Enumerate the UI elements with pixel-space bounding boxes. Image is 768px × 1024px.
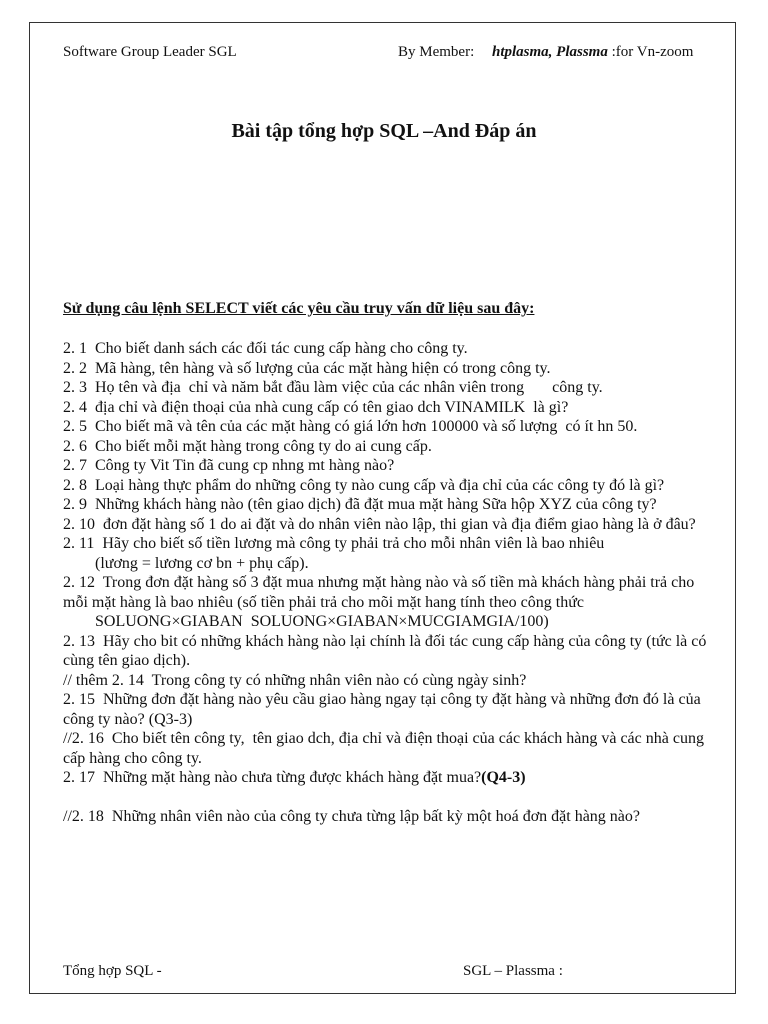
question-number: 2. 4 (63, 398, 87, 416)
question-text: Họ tên và địa chỉ và năm bắt đầu làm việc của các nhân viên trong công ty. (95, 379, 603, 396)
question-item (63, 573, 723, 612)
question-item (63, 456, 723, 476)
question-item (63, 807, 723, 827)
question-number: 2. 13 (63, 632, 95, 650)
question-item (63, 768, 723, 788)
question-text: Mã hàng, tên hàng và số lượng của các mặt hàng hiện có trong công ty. (95, 359, 551, 377)
footer-right: SGL – Plassma : (463, 963, 563, 979)
question-text: Hãy cho biết số tiền lương mà công ty phải trả cho mỗi nhân viên là bao nhiêu (102, 535, 605, 552)
page-title: Bài tập tổng hợp SQL –And Đáp án (231, 120, 537, 142)
question-text: Loại hàng thực phẩm do những công ty nào cung cấp và địa chỉ của các công ty đó là gì? (95, 476, 665, 494)
question-item (63, 417, 723, 437)
question-number: //2. 18 (63, 808, 104, 825)
question-text: Công ty Vit Tin đã cung cp nhng mt hàng nào? (95, 457, 395, 474)
question-list (63, 339, 723, 827)
question-item (63, 495, 723, 515)
question-item (63, 476, 723, 496)
question-text: Những nhân viên nào của công ty chưa từng lập bất kỳ một hoá đơn đặt hàng nào? (111, 808, 641, 825)
question-text: Những đơn đặt hàng nào yêu cầu giao hàng ngay tại công ty đặt hàng và những đơn đó là của công ty nào? (Q3-3) (63, 691, 705, 728)
question-item (63, 671, 723, 691)
question-number: 2. 15 (63, 691, 95, 708)
footer-left: Tổng hợp SQL - (63, 963, 162, 979)
question-item (63, 378, 723, 398)
question-item (63, 612, 723, 632)
question-text: Hãy cho bit có những khách hàng nào lại chính là đối tác cung cấp hàng của công ty (tức là có cùng tên giao dịch). (63, 632, 711, 669)
question-item (63, 515, 723, 535)
question-item (63, 632, 723, 671)
blank-line (63, 788, 723, 808)
question-ref: (Q4-3) (481, 769, 526, 786)
question-number: 2. 7 (63, 457, 87, 474)
header-by-member: By Member: (398, 44, 475, 60)
question-item (63, 729, 723, 768)
question-number: 2. 17 (63, 769, 95, 786)
question-text: Cho biết danh sách các đối tác cung cấp hàng cho công ty. (95, 340, 468, 357)
question-text: Những khách hàng nào (tên giao dịch) đã đặt mua mặt hàng Sữa hộp XYZ của công ty? (95, 496, 657, 513)
question-text: địa chỉ và điện thoại của nhà cung cấp có tên giao dch VINAMILK là gì? (95, 398, 569, 416)
question-number: 2. 9 (63, 496, 87, 513)
question-item (63, 359, 723, 379)
question-text: Cho biết tên công ty, tên giao dch, địa chỉ và điện thoại của các khách hàng và các nhà cung cấp hàng cho công ty. (63, 730, 708, 767)
question-text: Cho biết mỗi mặt hàng trong công ty do ai cung cấp. (95, 437, 432, 455)
question-number: 2. 6 (63, 437, 87, 455)
question-number: //2. 16 (63, 730, 104, 747)
question-item (63, 554, 723, 574)
question-item (63, 534, 723, 554)
section-heading: Sử dụng câu lệnh SELECT viết các yêu cầu truy vấn dữ liệu sau đây: (63, 300, 535, 317)
question-text: Trong đơn đặt hàng số 3 đặt mua nhưng mặt hàng nào và số tiền mà khách hàng phải trả cho mỗi mặt hàng là bao nhiêu (số tiền phải trả cho mõi mặt hang tính theo công thức (63, 574, 699, 611)
question-text: Những mặt hàng nào chưa từng được khách hàng đặt mua? (103, 769, 482, 786)
question-text: Trong công ty có những nhân viên nào có cùng ngày sinh? (151, 671, 527, 689)
question-number: 2. 5 (63, 418, 87, 435)
header-suffix: :for Vn-zoom (611, 44, 694, 60)
question-number: 2. 12 (63, 574, 95, 591)
header-left: Software Group Leader SGL (63, 44, 237, 60)
question-item (63, 339, 723, 359)
question-number: // thêm 2. 14 (63, 671, 144, 689)
question-number: 2. 1 (63, 340, 87, 357)
question-item (63, 690, 723, 729)
question-item (63, 398, 723, 418)
header-right (398, 44, 693, 61)
question-text: đơn đặt hàng số 1 do ai đặt và do nhân viên nào lập, thi gian và địa điểm giao hàng là ở đâu? (103, 515, 696, 533)
question-text: (lương = lương cơ bn + phụ cấp). (95, 554, 309, 572)
question-number: 2. 3 (63, 379, 87, 396)
header-authors: htplasma, Plassma (492, 44, 608, 60)
question-number: 2. 2 (63, 359, 87, 377)
question-text: Cho biết mã và tên của các mặt hàng có giá lớn hơn 100000 và số lượng có ít hn 50. (95, 418, 638, 435)
question-item (63, 437, 723, 457)
question-text: SOLUONG×GIABAN SOLUONG×GIABAN×MUCGIAMGIA/100) (95, 613, 549, 630)
question-number: 2. 11 (63, 535, 95, 552)
question-number: 2. 8 (63, 476, 87, 494)
question-number: 2. 10 (63, 515, 95, 533)
